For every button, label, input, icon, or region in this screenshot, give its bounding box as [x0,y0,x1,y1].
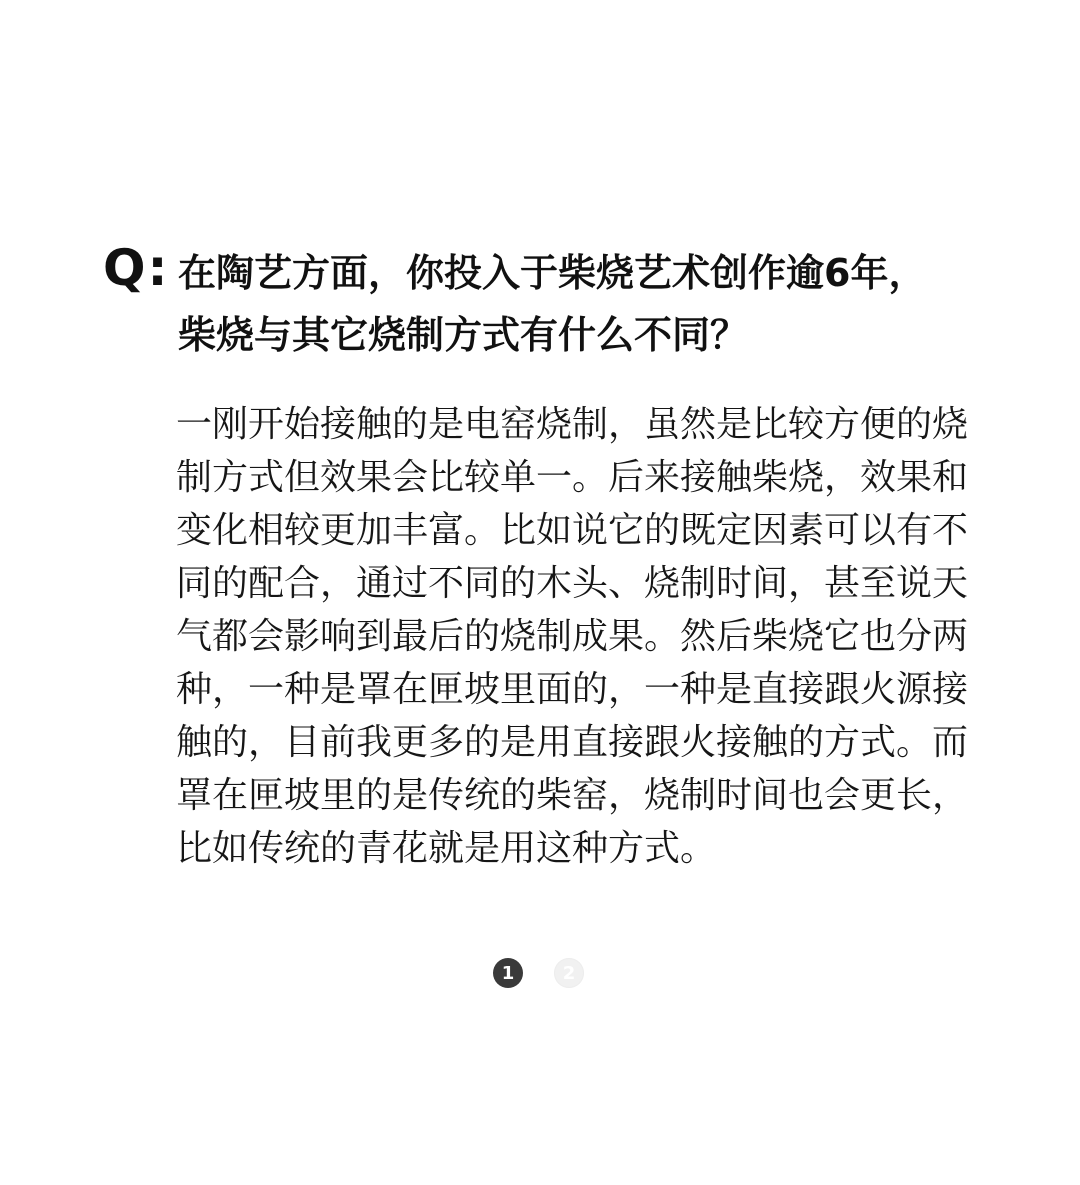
answer-line: 罩在匣坡里的是传统的柴窑，烧制时间也会更长， [176,775,969,816]
answer-line: 触的，目前我更多的是用直接跟火接触的方式。而 [176,722,969,763]
question-line: 在陶艺方面，你投入于柴烧艺术创作逾6年， [178,251,927,295]
answer-text [176,398,996,875]
answer-line: 一刚开始接触的是电窑烧制，虽然是比较方便的烧 [176,404,969,445]
answer-line: 气都会影响到最后的烧制成果。然后柴烧它也分两 [176,616,969,657]
page-indicator [493,957,615,989]
answer-line: 种，一种是罩在匣坡里面的，一种是直接跟火源接 [176,669,969,710]
answer-line: 同的配合，通过不同的木头、烧制时间，甚至说天 [176,563,969,604]
page-dot-1[interactable]: 1 [493,958,523,988]
answer-line: 制方式但效果会比较单一。后来接触柴烧，效果和 [176,457,969,498]
answer-line: 变化相较更加丰富。比如说它的既定因素可以有不 [176,510,969,551]
answer-line: 比如传统的青花就是用这种方式。 [176,828,717,869]
question-text [178,242,978,366]
question-line: 柴烧与其它烧制方式有什么不同？ [178,313,749,357]
question-marker: Q: [103,239,170,297]
page-dot-2[interactable]: 2 [554,958,584,988]
